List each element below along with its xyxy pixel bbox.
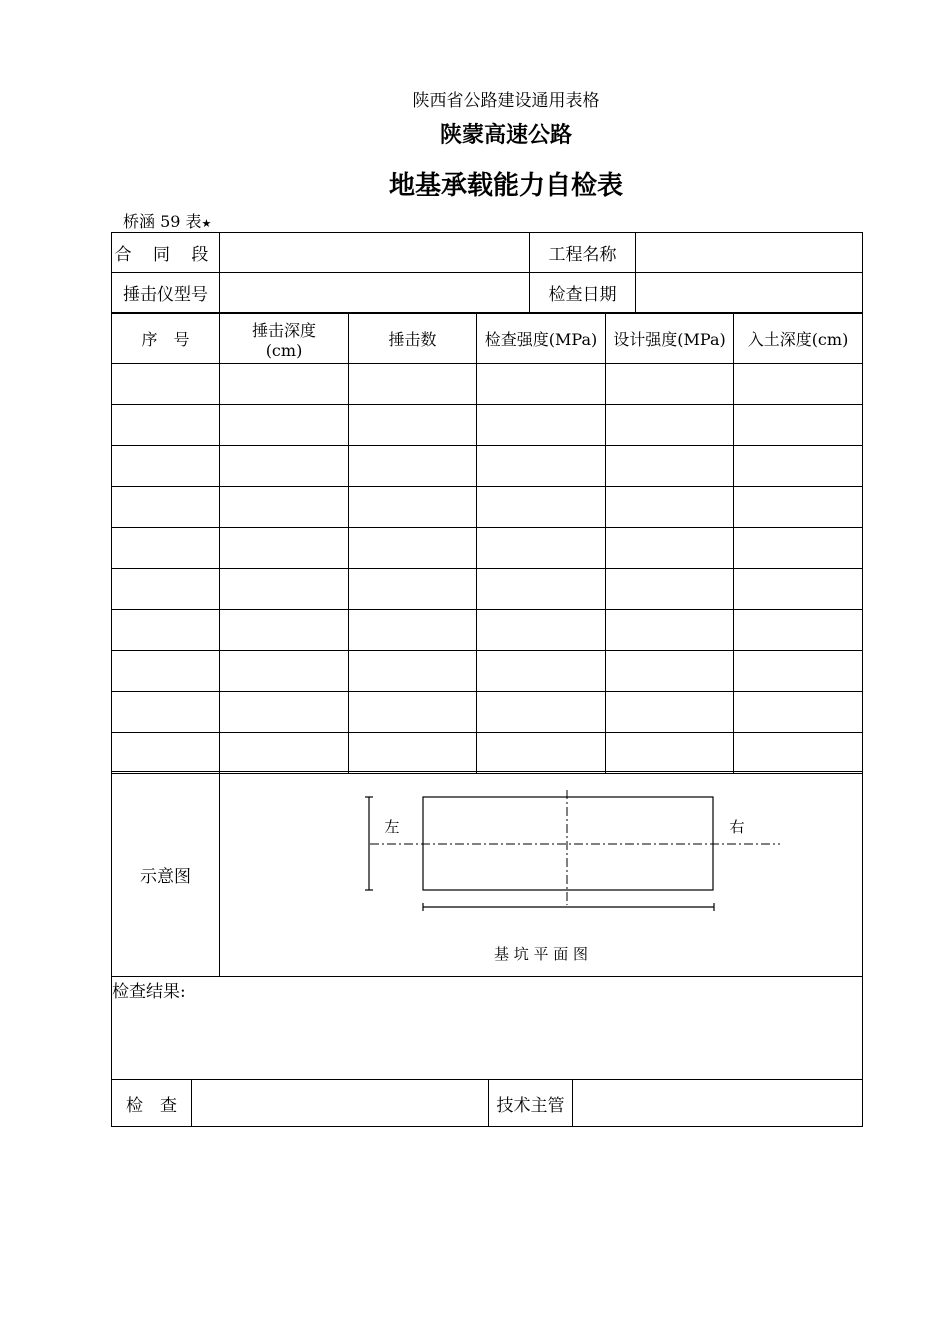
design-strength-cell[interactable] [606, 528, 734, 569]
instrument-field[interactable] [220, 273, 530, 313]
penetration-cell[interactable] [734, 487, 863, 528]
seq-cell[interactable] [112, 364, 220, 405]
check-date-label: 检查日期 [530, 273, 636, 313]
table-row [112, 692, 863, 733]
col-header-penetration: 入土深度(cm) [734, 314, 863, 364]
depth-cell[interactable] [220, 610, 349, 651]
design-strength-cell[interactable] [606, 446, 734, 487]
design-strength-cell[interactable] [606, 487, 734, 528]
col-header-design-strength: 设计强度(MPa) [606, 314, 734, 364]
form-code [123, 209, 211, 232]
table-row [112, 651, 863, 692]
check-date-field[interactable] [636, 273, 863, 313]
measured-strength-cell[interactable] [477, 528, 606, 569]
supervisor-label: 技术主管 [489, 1080, 573, 1127]
depth-cell[interactable] [220, 446, 349, 487]
blows-cell[interactable] [349, 569, 477, 610]
col-header-measured-strength: 检查强度(MPa) [477, 314, 606, 364]
measured-strength-cell[interactable] [477, 733, 606, 774]
measured-strength-cell[interactable] [477, 364, 606, 405]
project-name-label: 工程名称 [530, 233, 636, 273]
seq-cell[interactable] [112, 446, 220, 487]
col-header-blows: 捶击数 [349, 314, 477, 364]
penetration-cell[interactable] [734, 733, 863, 774]
seq-cell[interactable] [112, 692, 220, 733]
penetration-cell[interactable] [734, 405, 863, 446]
measured-strength-cell[interactable] [477, 692, 606, 733]
penetration-cell[interactable] [734, 610, 863, 651]
table-row [112, 364, 863, 405]
col-header-depth-line1: 捶击深度 [251, 320, 316, 340]
penetration-cell[interactable] [734, 569, 863, 610]
diagram-row [112, 772, 863, 977]
depth-cell[interactable] [220, 528, 349, 569]
blows-cell[interactable] [349, 405, 477, 446]
left-side-label: 左 [384, 818, 400, 836]
table-header-row [112, 314, 863, 364]
form-code-text: 桥涵 59 表 [123, 212, 202, 231]
measured-strength-cell[interactable] [477, 610, 606, 651]
diagram-label: 示意图 [112, 772, 220, 977]
result-table [111, 976, 863, 1080]
table-row [112, 733, 863, 774]
blows-cell[interactable] [349, 528, 477, 569]
seq-cell[interactable] [112, 733, 220, 774]
inspector-label: 检 查 [112, 1080, 192, 1127]
measured-strength-cell[interactable] [477, 487, 606, 528]
depth-cell[interactable] [220, 692, 349, 733]
penetration-cell[interactable] [734, 651, 863, 692]
diagram-caption: 基 坑 平 面 图 [493, 945, 589, 963]
design-strength-cell[interactable] [606, 610, 734, 651]
penetration-cell[interactable] [734, 364, 863, 405]
star-icon: ★ [201, 217, 212, 230]
col-header-depth [220, 314, 349, 364]
blows-cell[interactable] [349, 692, 477, 733]
contract-field[interactable] [220, 233, 530, 273]
result-row [112, 977, 863, 1080]
diagram-cell [220, 772, 863, 977]
signature-row [112, 1080, 863, 1127]
project-name-field[interactable] [636, 233, 863, 273]
blows-cell[interactable] [349, 610, 477, 651]
form-subtitle: 陕西省公路建设通用表格 [412, 91, 600, 111]
blows-cell[interactable] [349, 446, 477, 487]
data-table [111, 313, 863, 774]
col-header-depth-line2: (cm) [265, 340, 303, 360]
result-cell[interactable] [112, 977, 863, 1080]
instrument-label: 捶击仪型号 [112, 273, 220, 313]
depth-cell[interactable] [220, 364, 349, 405]
pit-plan-diagram [220, 772, 862, 976]
depth-cell[interactable] [220, 733, 349, 774]
table-row [112, 405, 863, 446]
seq-cell[interactable] [112, 651, 220, 692]
table-row [112, 446, 863, 487]
info-row-contract [112, 233, 863, 273]
info-row-instrument [112, 273, 863, 313]
design-strength-cell[interactable] [606, 364, 734, 405]
measured-strength-cell[interactable] [477, 569, 606, 610]
design-strength-cell[interactable] [606, 692, 734, 733]
depth-cell[interactable] [220, 651, 349, 692]
contract-label: 合 同 段 [112, 233, 220, 273]
design-strength-cell[interactable] [606, 569, 734, 610]
blows-cell[interactable] [349, 364, 477, 405]
seq-cell[interactable] [112, 487, 220, 528]
result-label: 检查结果: [112, 982, 186, 1002]
supervisor-field[interactable] [573, 1080, 863, 1127]
depth-cell[interactable] [220, 569, 349, 610]
diagram-table [111, 771, 863, 977]
penetration-cell[interactable] [734, 528, 863, 569]
measured-strength-cell[interactable] [477, 651, 606, 692]
depth-cell[interactable] [220, 487, 349, 528]
page-title: 地基承载能力自检表 [388, 171, 623, 201]
design-strength-cell[interactable] [606, 651, 734, 692]
seq-cell[interactable] [112, 405, 220, 446]
penetration-cell[interactable] [734, 692, 863, 733]
seq-cell[interactable] [112, 569, 220, 610]
table-row [112, 569, 863, 610]
info-table [111, 232, 863, 313]
seq-cell[interactable] [112, 528, 220, 569]
design-strength-cell[interactable] [606, 733, 734, 774]
design-strength-cell[interactable] [606, 405, 734, 446]
project-name-heading: 陕蒙高速公路 [439, 123, 572, 148]
right-side-label: 右 [729, 818, 745, 836]
data-rows [112, 364, 863, 774]
measured-strength-cell[interactable] [477, 446, 606, 487]
inspector-field[interactable] [192, 1080, 489, 1127]
depth-cell[interactable] [220, 405, 349, 446]
table-row [112, 528, 863, 569]
pit-outline [423, 797, 713, 890]
seq-cell[interactable] [112, 610, 220, 651]
blows-cell[interactable] [349, 487, 477, 528]
blows-cell[interactable] [349, 733, 477, 774]
col-header-seq: 序 号 [112, 314, 220, 364]
blows-cell[interactable] [349, 651, 477, 692]
table-row [112, 610, 863, 651]
signature-table [111, 1079, 863, 1127]
table-row [112, 487, 863, 528]
measured-strength-cell[interactable] [477, 405, 606, 446]
penetration-cell[interactable] [734, 446, 863, 487]
